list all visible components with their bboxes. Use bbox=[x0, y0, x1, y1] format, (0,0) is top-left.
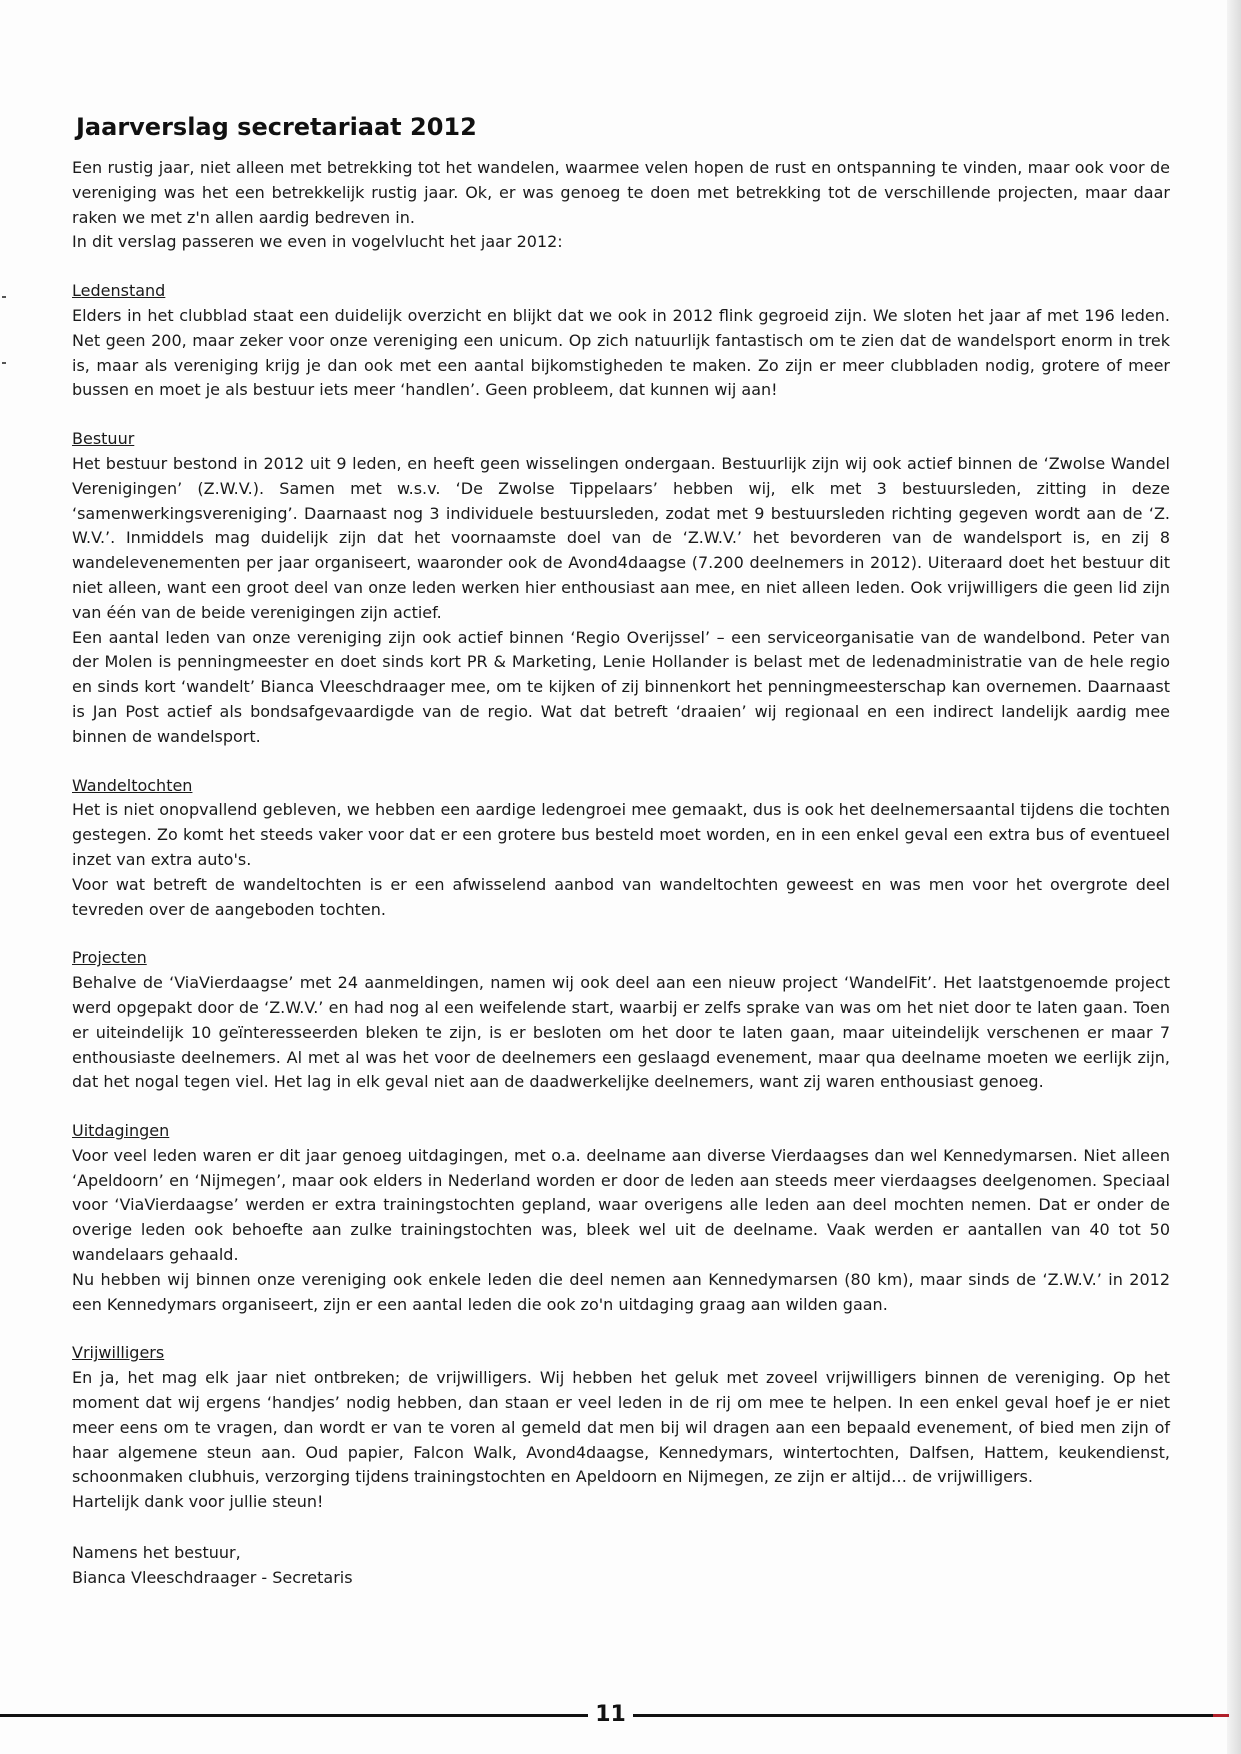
section-paragraph: Hartelijk dank voor jullie steun! bbox=[72, 1492, 324, 1512]
section-projecten bbox=[72, 946, 1170, 1095]
section-heading: Projecten bbox=[72, 948, 147, 968]
section-vrijwilligers bbox=[72, 1341, 1170, 1515]
section-heading: Uitdagingen bbox=[72, 1121, 170, 1141]
section-paragraph: Het bestuur bestond in 2012 uit 9 leden, en heeft geen wisselingen ondergaan. Bestuurlijk zijn wij ook actief binnen de ‘Zwolse Wandel Verenigingen’ (Z.W.V.). Samen met w.s.v. ‘De Zwolse Tippelaars’ hebben wij, elk met 3 bestuursleden, zitting in deze ‘samenwerkingsvereniging’. Daarnaast nog 3 individuele bestuursleden, zodat met 9 bestuursleden richting gegeven wordt aan de ‘Z. W.V.’. Inmiddels mag duidelijk zijn dat het voornaamste doel van de ‘Z.W.V.’ het bevorderen van de wandelsport is, en zij 8 wandelevenementen per jaar organiseert, waaronder ook de Avond4daagse (7.200 deelnemers in 2012). Uiteraard doet het bestuur dit niet alleen, want een groot deel van onze leden werken hier enthousiast aan mee, en niet alleen leden. Ook vrijwilligers die geen lid zijn van één van de beide verenigingen zijn actief. bbox=[72, 453, 1170, 622]
section-uitdagingen bbox=[72, 1119, 1170, 1317]
section-heading: Vrijwilligers bbox=[72, 1343, 165, 1363]
scan-mark bbox=[2, 296, 6, 298]
scan-mark bbox=[2, 362, 6, 364]
footer-rule-right bbox=[633, 1714, 1229, 1717]
closing-line: Namens het bestuur, bbox=[72, 1543, 241, 1563]
section-paragraph: Nu hebben wij binnen onze vereniging ook enkele leden die deel nemen aan Kennedymarsen (80 km), maar sinds de ‘Z.W.V.’ in 2012 een Kennedymars organiseert, zijn er een aantal leden die ook zo'n uitdaging graag aan wilden gaan. bbox=[72, 1269, 1170, 1314]
signature-block bbox=[72, 1541, 1170, 1591]
footer-accent-mark bbox=[1213, 1714, 1229, 1717]
footer-rule-left bbox=[0, 1714, 588, 1717]
signatory: Bianca Vleeschdraager - Secretaris bbox=[72, 1567, 353, 1587]
section-heading: Wandeltochten bbox=[72, 775, 193, 795]
section-paragraph: Behalve de ‘ViaVierdaagse’ met 24 aanmeldingen, namen wij ook deel aan een nieuw project ‘WandelFit’. Het laatstgenoemde project werd opgepakt door de ‘Z.W.V.’ en had nog al een weifelende start, waarbij er zelfs sprake van was om het niet door te laten gaan. Toen er uiteindelijk 10 geïnteresseerden bleken te zijn, is er besloten om het door te laten gaan, maar uiteindelijk verschenen er maar 7 enthousiaste deelnemers. Al met al was het voor de deelnemers een geslaagd evenement, maar qua deelname moeten we eerlijk zijn, dat het nogal tegen viel. Het lag in elk geval niet aan de daadwerkelijke deelnemers, want zij waren enthousiast genoeg. bbox=[72, 973, 1170, 1092]
intro-paragraph: Een rustig jaar, niet alleen met betrekking tot het wandelen, waarmee velen hopen de rust en ontspanning te vinden, maar ook voor de vereniging was het een betrekkelijk rustig jaar. Ok, er was genoeg te doen met betrekking tot de verschillende projecten, maar daar raken we met z'n allen aardig bedreven in. bbox=[72, 158, 1170, 227]
section-paragraph: En ja, het mag elk jaar niet ontbreken; de vrijwilligers. Wij hebben het geluk met zoveel vrijwilligers binnen de vereniging. Op het moment dat wij ergens ‘handjes’ nodig hebben, dan staan er veel leden in de rij om mee te helpen. In een enkel geval hoef je er niet meer eens om te vragen, dan wordt er van te voren al gemeld dat men bij wil dragen aan een bepaald evenement, of bied men zijn of haar algemene steun aan. Oud papier, Falcon Walk, Avond4daagse, Kennedymars, wintertochten, Dalfsen, Hattem, keukendienst, schoonmaken clubhuis, verzorging tijdens trainingstochten en Apeldoorn en Nijmegen, ze zijn er altijd… de vrijwilligers. bbox=[72, 1368, 1170, 1487]
section-paragraph: Een aantal leden van onze vereniging zijn ook actief binnen ‘Regio Overijssel’ – een serviceorganisatie van de wandelbond. Peter van der Molen is penningmeester en doet sinds kort PR & Marketing, Lenie Hollander is belast met de ledenadministratie van de hele regio en sinds kort ‘wandelt’ Bianca Vleeschdraager mee, om te kijken of zij binnenkort het penningmeesterschap kan overnemen. Daarnaast is Jan Post actief als bondsafgevaardigde van de regio. Wat dat betreft ‘draaien’ wij regionaal en een indirect landelijk aardig mee binnen de wandelsport. bbox=[72, 627, 1170, 746]
section-bestuur bbox=[72, 427, 1170, 749]
page-edge-shadow bbox=[1227, 0, 1241, 1754]
section-paragraph: Het is niet onopvallend gebleven, we hebben een aardige ledengroei mee gemaakt, dus is ook het deelnemersaantal tijdens die tochten gestegen. Zo komt het steeds vaker voor dat er een grotere bus besteld moet worden, en in een enkel geval een extra bus of eventueel inzet van extra auto's. bbox=[72, 800, 1170, 869]
page-footer bbox=[0, 1700, 1241, 1730]
page-title: Jaarverslag secretariaat 2012 bbox=[76, 113, 477, 141]
section-heading: Ledenstand bbox=[72, 281, 166, 301]
intro bbox=[72, 156, 1170, 255]
section-paragraph: Elders in het clubblad staat een duidelijk overzicht en blijkt dat we ook in 2012 flink gegroeid zijn. We sloten het jaar af met 196 leden. Net geen 200, maar zeker voor onze vereniging een unicum. Op zich natuurlijk fantastisch om te zien dat de wandelsport enorm in trek is, maar als vereniging krijg je dan ook met een aantal bijkomstigheden te maken. Zo zijn er meer clubbladen nodig, grotere of meer bussen en moet je als bestuur iets meer ‘handlen’. Geen probleem, dat kunnen wij aan! bbox=[72, 305, 1170, 400]
section-ledenstand bbox=[72, 279, 1170, 403]
section-paragraph: Voor veel leden waren er dit jaar genoeg uitdagingen, met o.a. deelname aan diverse Vierdaagses dan wel Kennedymarsen. Niet alleen ‘Apeldoorn’ en ‘Nijmegen’, maar ook elders in Nederland worden er door de leden aan steeds meer vierdaagses deelgenomen. Speciaal voor ‘ViaVierdaagse’ werden er extra trainingstochten gepland, waar overigens alle leden aan deel mochten nemen. Dat er onder de overige leden ook behoefte aan zulke trainingstochten was, bleek wel uit de deelname. Vaak werden er aantallen van 40 tot 50 wandelaars gehaald. bbox=[72, 1145, 1170, 1265]
article bbox=[72, 112, 1170, 1591]
intro-paragraph: In dit verslag passeren we even in vogelvlucht het jaar 2012: bbox=[72, 232, 563, 252]
section-paragraph: Voor wat betreft de wandeltochten is er een afwisselend aanbod van wandeltochten geweest en was men voor het overgrote deel tevreden over de aangeboden tochten. bbox=[72, 874, 1170, 919]
page-number: 11 bbox=[595, 1702, 626, 1727]
section-heading: Bestuur bbox=[72, 429, 135, 449]
section-wandeltochten bbox=[72, 774, 1170, 923]
